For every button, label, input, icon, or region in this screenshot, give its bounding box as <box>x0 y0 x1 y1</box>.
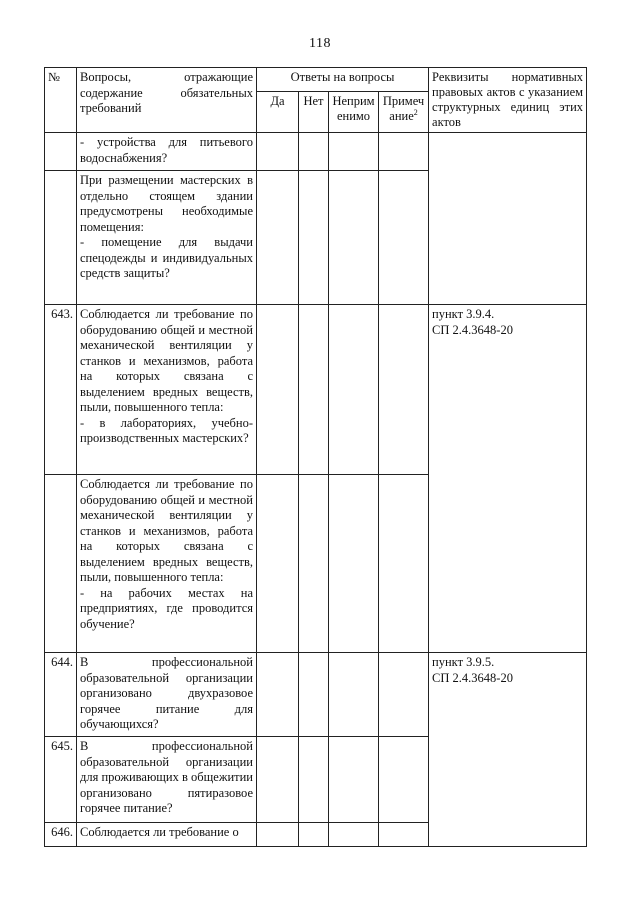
answer-yes-cell[interactable] <box>257 475 299 653</box>
row-question: Соблюдается ли требование по оборудованию общей и местной механической вентиляции у станков и механизмов, работа на которых связана с выделением вредных веществ, пыли, повышенного тепла: - в лабораториях, учебно-производственных мастерских? <box>77 305 257 475</box>
page-number: 118 <box>309 36 331 51</box>
answer-note-cell[interactable] <box>379 653 429 737</box>
answer-note-cell[interactable] <box>379 475 429 653</box>
answer-yes-cell[interactable] <box>257 823 299 847</box>
row-question: - устройства для питьевого водоснабжения? <box>77 133 257 171</box>
header-question: Вопросы, отражающие содержание обязательных требований <box>77 68 257 133</box>
checklist-table <box>44 67 587 847</box>
answer-yes-cell[interactable] <box>257 305 299 475</box>
table-row <box>45 653 587 737</box>
answer-note-cell[interactable] <box>379 133 429 171</box>
answer-na-cell[interactable] <box>329 133 379 171</box>
answer-na-cell[interactable] <box>329 737 379 823</box>
row-requisite <box>429 133 587 305</box>
answer-yes-cell[interactable] <box>257 653 299 737</box>
answer-note-cell[interactable] <box>379 737 429 823</box>
answer-no-cell[interactable] <box>299 737 329 823</box>
row-question: В профессиональной образовательной организации организовано двухразовое горячее питание для обучающихся? <box>77 653 257 737</box>
answer-no-cell[interactable] <box>299 475 329 653</box>
row-question: Соблюдается ли требование по оборудованию общей и местной механической вентиляции у станков и механизмов, работа на которых связана с выделением вредных веществ, пыли, повышенного тепла: - на рабочих местах на предприятиях, где проводится обучение? <box>77 475 257 653</box>
answer-na-cell[interactable] <box>329 653 379 737</box>
header-answers: Ответы на вопросы <box>257 68 429 92</box>
answer-yes-cell[interactable] <box>257 737 299 823</box>
header-note-sup: 2 <box>413 107 418 117</box>
header-note-label: Примеч ание <box>382 93 425 123</box>
row-requisite: пункт 3.9.4. СП 2.4.3648-20 <box>429 305 587 653</box>
row-question: Соблюдается ли требование о <box>77 823 257 847</box>
row-question: В профессиональной образовательной организации для проживающих в общежитии организовано пятиразовое горячее питание? <box>77 737 257 823</box>
answer-na-cell[interactable] <box>329 823 379 847</box>
answer-no-cell[interactable] <box>299 653 329 737</box>
row-requisite: пункт 3.9.5. СП 2.4.3648-20 <box>429 653 587 847</box>
header-row-top <box>45 68 587 92</box>
answer-no-cell[interactable] <box>299 305 329 475</box>
table-row <box>45 305 587 475</box>
header-requisites: Реквизиты нормативных правовых актов с указанием структурных единиц этих актов <box>429 68 587 133</box>
row-number <box>45 475 77 653</box>
answer-na-cell[interactable] <box>329 171 379 305</box>
header-yes: Да <box>257 91 299 132</box>
row-number: 643. <box>45 305 77 475</box>
answer-no-cell[interactable] <box>299 171 329 305</box>
table-row <box>45 133 587 171</box>
answer-yes-cell[interactable] <box>257 133 299 171</box>
row-number <box>45 171 77 305</box>
answer-na-cell[interactable] <box>329 475 379 653</box>
answer-note-cell[interactable] <box>379 171 429 305</box>
answer-no-cell[interactable] <box>299 823 329 847</box>
header-not-applicable: Неприм енимо <box>329 91 379 132</box>
header-no: Нет <box>299 91 329 132</box>
header-note <box>379 91 429 132</box>
answer-na-cell[interactable] <box>329 305 379 475</box>
answer-note-cell[interactable] <box>379 305 429 475</box>
row-number: 645. <box>45 737 77 823</box>
row-number: 646. <box>45 823 77 847</box>
answer-yes-cell[interactable] <box>257 171 299 305</box>
row-number <box>45 133 77 171</box>
header-number: № <box>45 68 77 133</box>
row-number: 644. <box>45 653 77 737</box>
row-question: При размещении мастерских в отдельно стоящем здании предусмотрены необходимые помещения: - помещение для выдачи спецодежды и индивидуальных средств защиты? <box>77 171 257 305</box>
answer-no-cell[interactable] <box>299 133 329 171</box>
answer-note-cell[interactable] <box>379 823 429 847</box>
